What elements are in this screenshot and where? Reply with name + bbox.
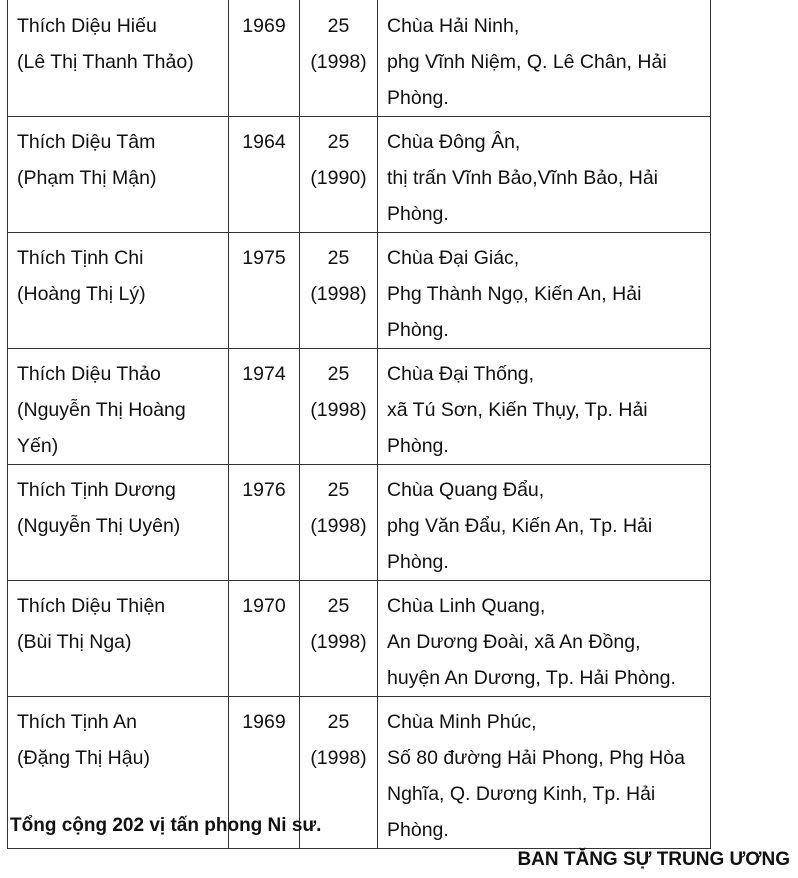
- ordination-year: (1998): [310, 515, 367, 537]
- address-cell: [378, 117, 711, 233]
- dharma-name: Thích Tịnh An: [17, 711, 137, 733]
- ordination-cell: [300, 233, 378, 349]
- temple-name: Chùa Linh Quang,: [387, 595, 546, 617]
- address-line: thị trấn Vĩnh Bảo,Vĩnh Bảo, Hải: [387, 167, 659, 189]
- temple-name: Chùa Hải Ninh,: [387, 15, 520, 37]
- ordination-cell: [300, 349, 378, 465]
- address-line: Số 80 đường Hải Phong, Phg Hòa: [387, 747, 685, 769]
- total-summary: Tổng cộng 202 vị tấn phong Ni sư.: [10, 815, 322, 836]
- name-cell: [8, 349, 229, 465]
- address-cell: [378, 349, 711, 465]
- table-row: [8, 0, 711, 117]
- dharma-name: Thích Tịnh Chi: [17, 247, 144, 269]
- table-row: [8, 465, 711, 581]
- lay-name: (Lê Thị Thanh Thảo): [17, 51, 194, 73]
- lay-name: (Bùi Thị Nga): [17, 631, 132, 653]
- address-line: huyện An Dương, Tp. Hải Phòng.: [387, 667, 676, 689]
- name-cell: [8, 0, 229, 117]
- ordination-year: (1998): [310, 631, 367, 653]
- lay-name: (Nguyễn Thị Uyên): [17, 515, 181, 537]
- ordination-year: (1998): [310, 51, 367, 73]
- address-line: xã Tú Sơn, Kiến Thụy, Tp. Hải: [387, 399, 648, 421]
- address-line: Phòng.: [387, 319, 449, 341]
- birth-year-cell: [229, 0, 300, 117]
- ordination-age: 25: [327, 131, 350, 153]
- dharma-name: Thích Diệu Hiếu: [17, 15, 157, 37]
- address-cell: [378, 0, 711, 117]
- ordination-year: (1998): [310, 747, 367, 769]
- temple-name: Chùa Đông Ân,: [387, 131, 521, 153]
- address-line: An Dương Đoài, xã An Đồng,: [387, 631, 641, 653]
- table-row: [8, 581, 711, 697]
- ordination-cell: [300, 465, 378, 581]
- birth-year: 1974: [242, 363, 286, 385]
- ordination-year: (1998): [310, 399, 367, 421]
- birth-year-cell: [229, 581, 300, 697]
- birth-year-cell: [229, 117, 300, 233]
- birth-year: 1976: [242, 479, 286, 501]
- address-line: Phòng.: [387, 819, 449, 841]
- ordination-year: (1990): [310, 167, 367, 189]
- lay-name: (Phạm Thị Mận): [17, 167, 157, 189]
- name-cell: [8, 581, 229, 697]
- ordination-age: 25: [327, 247, 350, 269]
- ordination-age: 25: [327, 711, 350, 733]
- dharma-name: Thích Tịnh Dương: [17, 479, 176, 501]
- lay-name: (Nguyễn Thị Hoàng: [17, 399, 186, 421]
- lay-name: (Hoàng Thị Lý): [17, 283, 146, 305]
- ordination-cell: [300, 581, 378, 697]
- signature-committee: BAN TĂNG SỰ TRUNG ƯƠNG: [517, 849, 790, 870]
- temple-name: Chùa Minh Phúc,: [387, 711, 537, 733]
- address-line: phg Vĩnh Niệm, Q. Lê Chân, Hải: [387, 51, 667, 73]
- name-cell: [8, 465, 229, 581]
- lay-name: (Đặng Thị Hậu): [17, 747, 150, 769]
- birth-year-cell: [229, 349, 300, 465]
- name-cell: [8, 233, 229, 349]
- address-line: Phòng.: [387, 551, 449, 573]
- address-line: Phg Thành Ngọ, Kiến An, Hải: [387, 283, 642, 305]
- name-cell: [8, 117, 229, 233]
- ordination-cell: [300, 0, 378, 117]
- ordination-age: 25: [327, 595, 350, 617]
- birth-year: 1975: [242, 247, 286, 269]
- birth-year-cell: [229, 233, 300, 349]
- address-line: Phòng.: [387, 435, 449, 457]
- ordination-cell: [300, 117, 378, 233]
- ordination-roster-table: [7, 0, 711, 849]
- table-row: [8, 117, 711, 233]
- address-line: Nghĩa, Q. Dương Kinh, Tp. Hải: [387, 783, 656, 805]
- temple-name: Chùa Đại Giác,: [387, 247, 520, 269]
- lay-name: Yến): [17, 435, 59, 457]
- ordination-age: 25: [327, 363, 350, 385]
- birth-year: 1969: [242, 711, 286, 733]
- temple-name: Chùa Quang Đẩu,: [387, 479, 545, 501]
- birth-year: 1970: [242, 595, 286, 617]
- temple-name: Chùa Đại Thống,: [387, 363, 535, 385]
- table-row: [8, 233, 711, 349]
- birth-year: 1964: [242, 131, 286, 153]
- address-line: Phòng.: [387, 203, 449, 225]
- dharma-name: Thích Diệu Tâm: [17, 131, 156, 153]
- birth-year-cell: [229, 465, 300, 581]
- ordination-age: 25: [327, 15, 350, 37]
- address-cell: [378, 581, 711, 697]
- ordination-year: (1998): [310, 283, 367, 305]
- dharma-name: Thích Diệu Thảo: [17, 363, 161, 385]
- address-line: Phòng.: [387, 87, 449, 109]
- ordination-age: 25: [327, 479, 350, 501]
- address-line: phg Văn Đẩu, Kiến An, Tp. Hải: [387, 515, 653, 537]
- table-row: [8, 349, 711, 465]
- address-cell: [378, 465, 711, 581]
- dharma-name: Thích Diệu Thiện: [17, 595, 166, 617]
- birth-year: 1969: [242, 15, 286, 37]
- address-cell: [378, 233, 711, 349]
- address-cell: [378, 697, 711, 849]
